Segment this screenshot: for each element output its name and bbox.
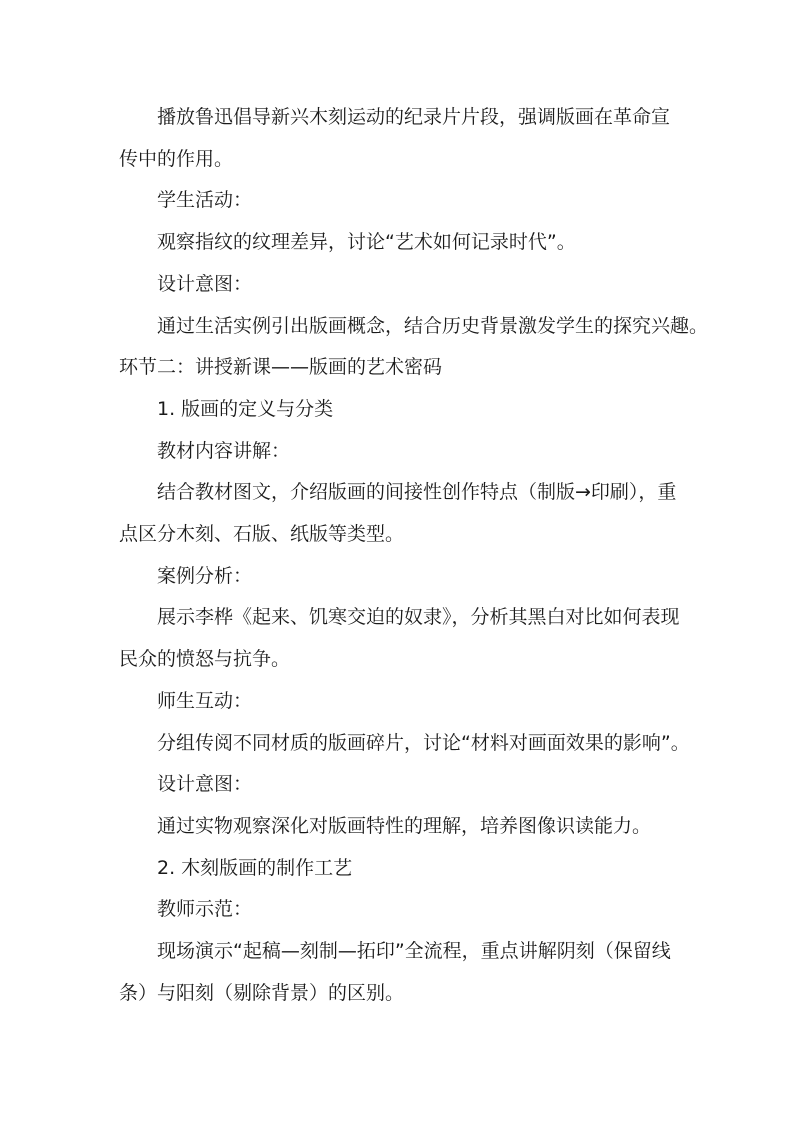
paragraph-intro-video: 播放鲁迅倡导新兴木刻运动的纪录片片段，强调版画在革命宣传中的作用。 xyxy=(119,106,671,170)
heading-textbook-explanation: 教材内容讲解： xyxy=(157,439,291,462)
section-heading-stage-two: 环节二：讲授新课——版画的艺术密码 xyxy=(119,356,443,379)
document-body xyxy=(119,97,709,1014)
heading-teacher-student-interaction: 师生互动： xyxy=(157,689,253,712)
heading-teacher-demo: 教师示范： xyxy=(157,898,253,921)
subheading-definition-classification: 1. 版画的定义与分类 xyxy=(157,397,334,420)
paragraph-textbook-explanation: 结合教材图文，介绍版画的间接性创作特点（制版→印刷），重点区分木刻、石版、纸版等类型。 xyxy=(119,481,677,546)
paragraph-interaction: 分组传阅不同材质的版画碎片，讨论“材料对画面效果的影响”。 xyxy=(157,731,690,754)
heading-student-activity: 学生活动： xyxy=(157,189,253,212)
paragraph-case-analysis: 展示李桦《起来、饥寒交迫的奴隶》，分析其黑白对比如何表现民众的愤怒与抗争。 xyxy=(119,606,680,671)
paragraph-design-intent-2: 通过实物观察深化对版画特性的理解，培养图像识读能力。 xyxy=(157,814,652,837)
heading-design-intent-1: 设计意图： xyxy=(157,272,253,295)
subheading-woodcut-process: 2. 木刻版画的制作工艺 xyxy=(157,856,353,879)
heading-case-analysis: 案例分析： xyxy=(157,564,253,587)
paragraph-design-intent-1: 通过生活实例引出版画概念，结合历史背景激发学生的探究兴趣。 xyxy=(157,314,709,337)
paragraph-fingerprint-observation: 观察指纹的纹理差异，讨论“艺术如何记录时代”。 xyxy=(157,231,576,254)
paragraph-teacher-demo: 现场演示“起稿—刻制—拓印”全流程，重点讲解阴刻（保留线条）与阳刻（剔除背景）的区别。 xyxy=(119,940,671,1004)
heading-design-intent-2: 设计意图： xyxy=(157,773,253,796)
